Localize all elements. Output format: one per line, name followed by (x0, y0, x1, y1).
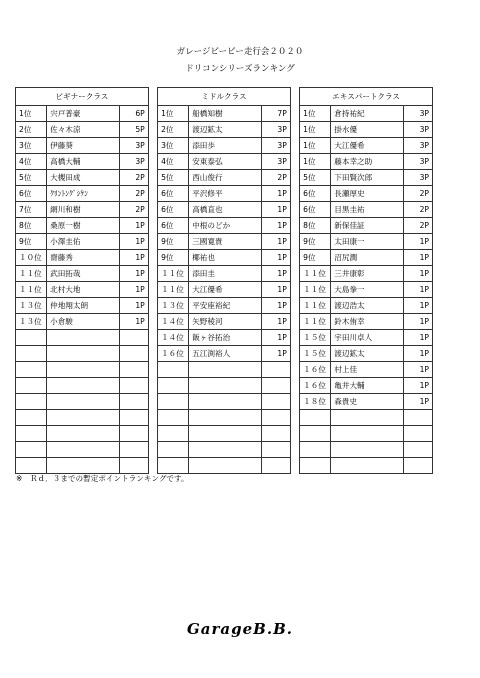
rank-position (158, 442, 189, 458)
driver-points: 3P (403, 170, 432, 186)
driver-name: 森貴史 (331, 394, 404, 410)
driver-name (47, 458, 120, 474)
column-gap (290, 106, 299, 122)
driver-name: 佐々木涼 (47, 122, 120, 138)
rank-position (158, 410, 189, 426)
driver-name (331, 442, 404, 458)
driver-name: 沼尻潤 (331, 250, 404, 266)
column-gap (290, 298, 299, 314)
rank-position (16, 458, 47, 474)
class-header: ビギナークラス (16, 88, 149, 106)
rank-position: 3位 (158, 138, 189, 154)
driver-name (47, 378, 120, 394)
column-gap (148, 442, 157, 458)
driver-name: 掛水優 (331, 122, 404, 138)
driver-points: 1P (261, 266, 290, 282)
rank-position (16, 410, 47, 426)
driver-name: 小倉駿 (47, 314, 120, 330)
driver-points: 1P (119, 234, 148, 250)
rank-position (16, 442, 47, 458)
driver-name: 亀井大輔 (331, 378, 404, 394)
table-row (16, 314, 433, 330)
table-row (16, 298, 433, 314)
driver-name (47, 442, 120, 458)
driver-points: 6P (119, 106, 148, 122)
driver-points: 1P (261, 298, 290, 314)
document-subtitle: ドリコンシリーズランキング (185, 64, 295, 74)
driver-name (47, 426, 120, 442)
driver-name: 三國寛貴 (189, 234, 262, 250)
rank-position: 9位 (158, 234, 189, 250)
driver-name: 渡辺鉱太 (189, 122, 262, 138)
driver-name (47, 410, 120, 426)
rank-position: １３位 (16, 298, 47, 314)
column-gap (290, 394, 299, 410)
column-gap (148, 250, 157, 266)
rank-position: １３位 (16, 314, 47, 330)
class-header: ミドルクラス (158, 88, 291, 106)
driver-points: 1P (403, 266, 432, 282)
driver-points (261, 378, 290, 394)
driver-name: 安東泰弘 (189, 154, 262, 170)
driver-name: 五江渕裕人 (189, 346, 262, 362)
rank-position: 4位 (158, 154, 189, 170)
column-gap (290, 282, 299, 298)
column-gap (148, 410, 157, 426)
driver-name: 伊藤葵 (47, 138, 120, 154)
driver-points (403, 426, 432, 442)
rank-position: 8位 (300, 218, 331, 234)
rank-position: 1位 (158, 106, 189, 122)
driver-points: 1P (403, 250, 432, 266)
driver-points: 3P (261, 138, 290, 154)
rank-position: 7位 (16, 202, 47, 218)
driver-name (47, 346, 120, 362)
driver-name: 仲地翔太朗 (47, 298, 120, 314)
driver-name: 西山俊行 (189, 170, 262, 186)
driver-name: 矢野稜河 (189, 314, 262, 330)
driver-points: 1P (261, 282, 290, 298)
column-gap (290, 266, 299, 282)
column-gap (148, 314, 157, 330)
column-gap (290, 218, 299, 234)
rank-position (16, 346, 47, 362)
driver-name: 齋藤秀 (47, 250, 120, 266)
column-gap (148, 298, 157, 314)
rank-position (16, 426, 47, 442)
driver-name (189, 394, 262, 410)
table-row (16, 202, 433, 218)
driver-name: 太田康一 (331, 234, 404, 250)
rank-position (16, 330, 47, 346)
driver-name: 添田圭 (189, 266, 262, 282)
table-row (16, 426, 433, 442)
document-title: ガレージビービー走行会２０２０ (176, 47, 304, 57)
rank-position: １３位 (158, 298, 189, 314)
garage-logo: GarageB.B. (187, 620, 293, 638)
rank-position: 9位 (300, 250, 331, 266)
driver-name (47, 330, 120, 346)
rank-position: １６位 (300, 378, 331, 394)
driver-points: 1P (119, 218, 148, 234)
column-gap (290, 362, 299, 378)
driver-points: 2P (403, 202, 432, 218)
driver-points: 1P (119, 298, 148, 314)
rank-position: 6位 (158, 218, 189, 234)
rank-position: 1位 (300, 106, 331, 122)
table-row (16, 330, 433, 346)
table-row (16, 282, 433, 298)
driver-points (119, 362, 148, 378)
driver-name: 村上佳 (331, 362, 404, 378)
driver-points: 1P (119, 282, 148, 298)
table-row (16, 458, 433, 474)
driver-name: 宍戸普豪 (47, 106, 120, 122)
rank-position: １１位 (300, 298, 331, 314)
column-gap (148, 218, 157, 234)
driver-points (119, 442, 148, 458)
column-gap (290, 186, 299, 202)
column-gap (290, 202, 299, 218)
driver-name (189, 458, 262, 474)
rank-position: 6位 (16, 186, 47, 202)
rank-position (16, 394, 47, 410)
column-gap (290, 250, 299, 266)
rank-position: 1位 (300, 138, 331, 154)
driver-points: 1P (403, 314, 432, 330)
driver-points: 2P (261, 170, 290, 186)
rank-position: １１位 (158, 266, 189, 282)
rank-position (16, 378, 47, 394)
rank-position: １１位 (300, 266, 331, 282)
rank-position: １５位 (300, 346, 331, 362)
driver-name: 北村大地 (47, 282, 120, 298)
table-row (16, 122, 433, 138)
driver-name: 長瀬厚史 (331, 186, 404, 202)
rank-position (158, 378, 189, 394)
driver-points: 3P (403, 122, 432, 138)
rank-position: 9位 (16, 234, 47, 250)
rank-position: 6位 (158, 202, 189, 218)
column-gap (148, 122, 157, 138)
driver-points: 3P (261, 154, 290, 170)
driver-name: 桑原一樹 (47, 218, 120, 234)
driver-points: 1P (403, 346, 432, 362)
driver-name: 三井康彰 (331, 266, 404, 282)
driver-name: 大江優希 (331, 138, 404, 154)
table-row (16, 170, 433, 186)
rank-position: 1位 (16, 106, 47, 122)
driver-points: 2P (403, 218, 432, 234)
driver-name (47, 362, 120, 378)
rank-position: 9位 (300, 234, 331, 250)
rank-position (300, 426, 331, 442)
table-row (16, 362, 433, 378)
driver-name: 大島拳一 (331, 282, 404, 298)
column-gap (290, 88, 299, 106)
driver-points (119, 378, 148, 394)
table-row (16, 410, 433, 426)
rank-position: １１位 (16, 266, 47, 282)
driver-name (189, 410, 262, 426)
driver-points: 1P (119, 314, 148, 330)
rank-position: 3位 (16, 138, 47, 154)
rank-position: 5位 (16, 170, 47, 186)
driver-name: 藤本幸之助 (331, 154, 404, 170)
column-gap (290, 426, 299, 442)
driver-name: 平安座裕紀 (189, 298, 262, 314)
driver-name: 宇田川卓人 (331, 330, 404, 346)
rank-position (158, 458, 189, 474)
rank-position (158, 362, 189, 378)
column-gap (148, 266, 157, 282)
driver-name: 渡辺鉱太 (331, 346, 404, 362)
driver-name: 目黒圭祐 (331, 202, 404, 218)
rank-position: １１位 (300, 314, 331, 330)
driver-points: 1P (261, 314, 290, 330)
driver-points: 3P (261, 122, 290, 138)
driver-name: 倉持祐紀 (331, 106, 404, 122)
driver-points: 1P (261, 330, 290, 346)
driver-points: 3P (403, 138, 432, 154)
driver-points: 1P (403, 378, 432, 394)
driver-name (189, 442, 262, 458)
rank-position: 5位 (300, 170, 331, 186)
driver-points (261, 458, 290, 474)
column-gap (290, 122, 299, 138)
driver-points (403, 442, 432, 458)
driver-name: 中根のどか (189, 218, 262, 234)
driver-points (403, 410, 432, 426)
footnote: ※ Ｒｄ．３までの暫定ポイントランキングです。 (16, 474, 189, 483)
driver-points (119, 346, 148, 362)
driver-name: 渡辺浩太 (331, 298, 404, 314)
table-row (16, 266, 433, 282)
rank-position: 6位 (158, 186, 189, 202)
rank-position: １１位 (16, 282, 47, 298)
driver-points: 1P (119, 250, 148, 266)
column-gap (148, 394, 157, 410)
driver-points: 1P (403, 234, 432, 250)
driver-name: 船橋知樹 (189, 106, 262, 122)
driver-name: 高橋直也 (189, 202, 262, 218)
table-row (16, 346, 433, 362)
rank-position (16, 362, 47, 378)
rank-position: 6位 (300, 186, 331, 202)
driver-points (261, 394, 290, 410)
driver-name (331, 458, 404, 474)
column-gap (148, 202, 157, 218)
rank-position: 1位 (300, 122, 331, 138)
column-gap (290, 154, 299, 170)
column-gap (148, 378, 157, 394)
table-row (16, 138, 433, 154)
rank-position: 4位 (16, 154, 47, 170)
driver-points: 3P (119, 138, 148, 154)
column-gap (290, 138, 299, 154)
table-row (16, 394, 433, 410)
column-gap (148, 458, 157, 474)
driver-points: 3P (403, 106, 432, 122)
driver-points: 3P (119, 154, 148, 170)
rank-position: １４位 (158, 314, 189, 330)
column-gap (148, 330, 157, 346)
rank-position: 9位 (158, 250, 189, 266)
table-row (16, 234, 433, 250)
column-gap (148, 170, 157, 186)
driver-name (331, 410, 404, 426)
table-row (16, 186, 433, 202)
driver-points: 1P (261, 202, 290, 218)
column-gap (290, 234, 299, 250)
driver-points: 1P (261, 234, 290, 250)
column-gap (290, 346, 299, 362)
rank-position: １６位 (158, 346, 189, 362)
column-gap (290, 378, 299, 394)
table-row (16, 154, 433, 170)
driver-name: 網川和樹 (47, 202, 120, 218)
rank-position: １４位 (158, 330, 189, 346)
rank-position (158, 426, 189, 442)
column-gap (148, 138, 157, 154)
column-gap (290, 458, 299, 474)
driver-name (189, 378, 262, 394)
driver-points: 3P (403, 154, 432, 170)
driver-name: 武田拓哉 (47, 266, 120, 282)
column-gap (148, 186, 157, 202)
driver-points: 1P (403, 362, 432, 378)
driver-points: 1P (119, 266, 148, 282)
driver-name: 平沢修平 (189, 186, 262, 202)
driver-points (261, 410, 290, 426)
column-gap (148, 106, 157, 122)
driver-name: 鈴木侑幸 (331, 314, 404, 330)
driver-name: 下田賢次郎 (331, 170, 404, 186)
rank-position: 8位 (16, 218, 47, 234)
column-gap (290, 170, 299, 186)
rank-position (300, 442, 331, 458)
driver-name (331, 426, 404, 442)
driver-points: 2P (119, 202, 148, 218)
column-gap (148, 426, 157, 442)
driver-points: 1P (403, 282, 432, 298)
rank-position: 1位 (300, 154, 331, 170)
driver-points: 1P (261, 218, 290, 234)
column-gap (148, 234, 157, 250)
rank-position: １１位 (300, 282, 331, 298)
table-row (16, 218, 433, 234)
driver-points: 1P (403, 394, 432, 410)
table-row (16, 106, 433, 122)
column-gap (148, 346, 157, 362)
driver-points: 2P (119, 170, 148, 186)
column-gap (148, 154, 157, 170)
table-row (16, 442, 433, 458)
column-gap (290, 442, 299, 458)
driver-points: 7P (261, 106, 290, 122)
rank-position: 2位 (158, 122, 189, 138)
driver-name: 新保佳証 (331, 218, 404, 234)
driver-points: 1P (403, 298, 432, 314)
class-header: エキスパートクラス (300, 88, 433, 106)
driver-name (47, 394, 120, 410)
driver-points: 1P (403, 330, 432, 346)
driver-name (189, 362, 262, 378)
rank-position: 5位 (158, 170, 189, 186)
table-row (16, 250, 433, 266)
column-gap (290, 314, 299, 330)
driver-points: 1P (261, 346, 290, 362)
driver-points: 2P (119, 186, 148, 202)
driver-points (119, 394, 148, 410)
driver-points: 5P (119, 122, 148, 138)
rank-position: １１位 (158, 282, 189, 298)
driver-name: ｸﾘﾝﾄﾝｸﾞｼｹﾝ (47, 186, 120, 202)
ranking-table (15, 87, 433, 474)
rank-position: 6位 (300, 202, 331, 218)
driver-points (119, 330, 148, 346)
rank-position: １０位 (16, 250, 47, 266)
rank-position: １８位 (300, 394, 331, 410)
rank-position: １５位 (300, 330, 331, 346)
driver-name: 小澤圭佑 (47, 234, 120, 250)
driver-name: 飯ヶ谷拓治 (189, 330, 262, 346)
rank-position: 2位 (16, 122, 47, 138)
table-row (16, 378, 433, 394)
driver-name: 大槻田成 (47, 170, 120, 186)
driver-points (119, 458, 148, 474)
rank-position (158, 394, 189, 410)
rank-position: １６位 (300, 362, 331, 378)
driver-name: 添田歩 (189, 138, 262, 154)
driver-points (261, 426, 290, 442)
class-header-row (16, 88, 433, 106)
driver-points: 1P (261, 250, 290, 266)
driver-points (119, 426, 148, 442)
driver-points (403, 458, 432, 474)
column-gap (290, 330, 299, 346)
column-gap (290, 410, 299, 426)
rank-position (300, 458, 331, 474)
driver-points (261, 362, 290, 378)
driver-name (189, 426, 262, 442)
column-gap (148, 362, 157, 378)
column-gap (148, 88, 157, 106)
driver-name: 大江優希 (189, 282, 262, 298)
driver-points (119, 410, 148, 426)
rank-position (300, 410, 331, 426)
driver-name: 高橋大輔 (47, 154, 120, 170)
driver-points: 1P (261, 186, 290, 202)
column-gap (148, 282, 157, 298)
driver-points (261, 442, 290, 458)
driver-points: 2P (403, 186, 432, 202)
driver-name: 椰祐也 (189, 250, 262, 266)
